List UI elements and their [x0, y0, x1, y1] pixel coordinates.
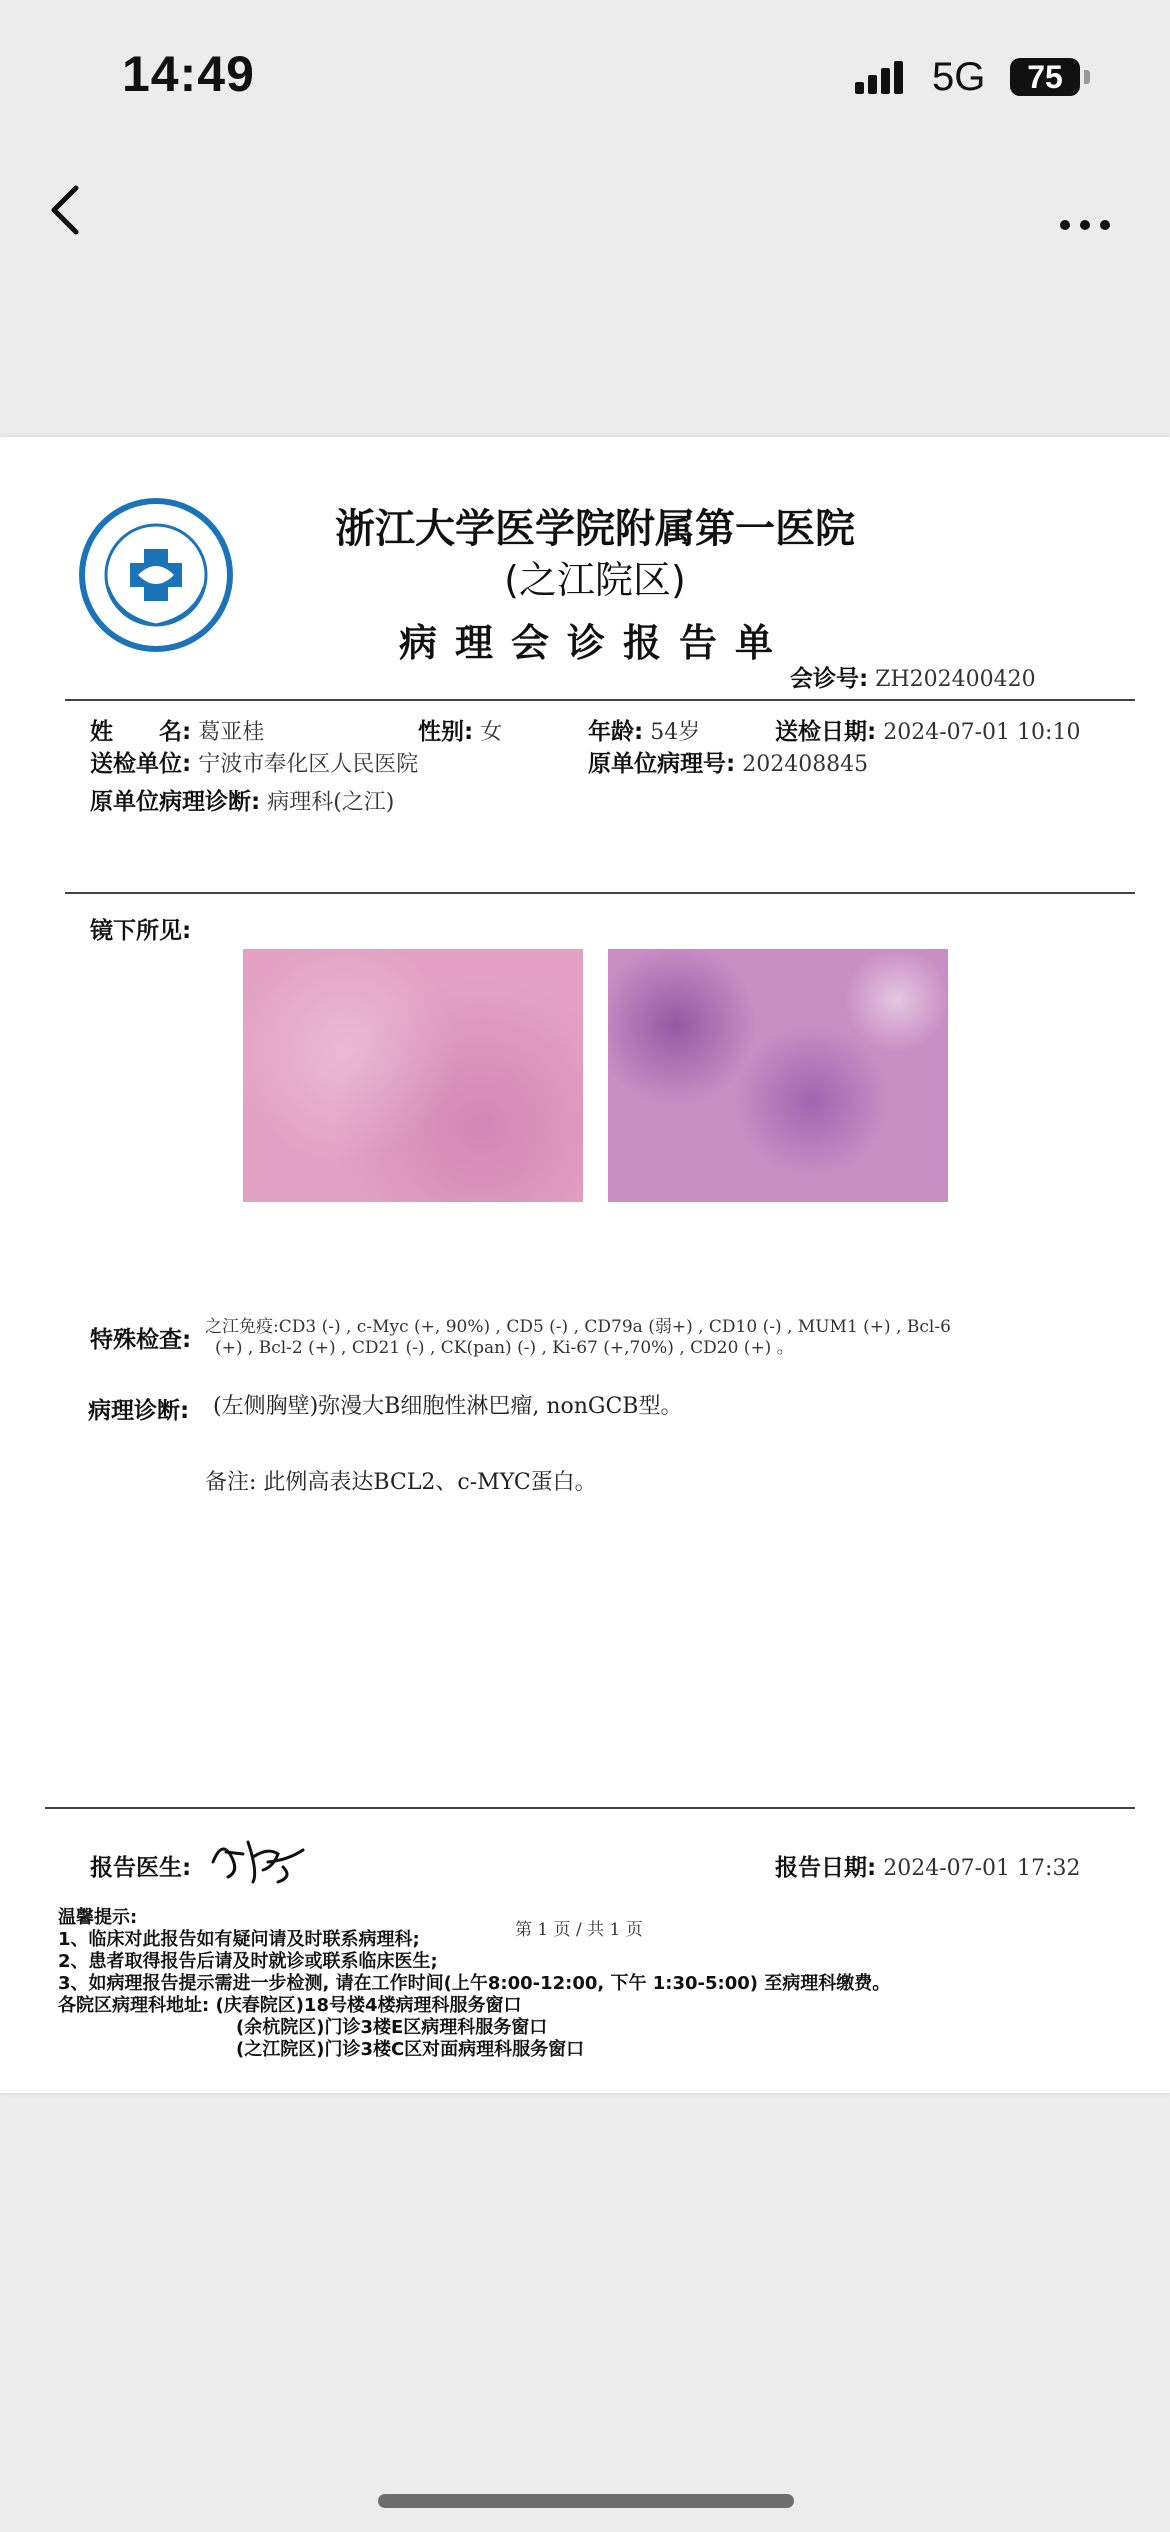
consult-number-value: ZH202400420	[875, 667, 1036, 692]
footer-divider	[45, 1807, 1135, 1809]
report-title: 病理会诊报告单	[398, 621, 791, 665]
battery-cap	[1084, 70, 1090, 84]
tips-line: 温馨提示:	[58, 1907, 138, 1928]
orig-pathology-number-value: 202408845	[742, 752, 869, 777]
back-button[interactable]	[40, 180, 100, 240]
patient-name-value: 葛亚桂	[198, 720, 265, 745]
status-bar	[0, 0, 1170, 150]
ihc-line-1: 之江免疫:CD3 (-) , c-Myc (+, 90%) , CD5 (-) , CD79a (弱+) , CD10 (-) , MUM1 (+) , Bcl-6	[205, 1317, 951, 1337]
consult-number	[790, 660, 1036, 693]
patient-sex	[418, 713, 502, 746]
header-divider	[65, 699, 1135, 701]
cellular-signal-icon	[855, 58, 915, 98]
patient-name-label: 姓 名:	[90, 719, 192, 745]
ihc-results	[205, 1317, 1085, 1359]
send-unit	[90, 745, 418, 778]
patient-name	[90, 713, 264, 746]
status-time: 14:49	[122, 46, 255, 102]
special-exam-label: 特殊检查:	[90, 1327, 192, 1353]
orig-pathology-number-label: 原单位病理号:	[588, 751, 736, 777]
tips-line: 1、临床对此报告如有疑问请及时联系病理科;	[58, 1929, 420, 1950]
chevron-left-icon	[40, 180, 100, 240]
patient-sex-value: 女	[480, 720, 503, 745]
more-horizontal-icon	[1050, 180, 1130, 240]
doctor-signature	[208, 1832, 308, 1887]
patient-age	[588, 713, 700, 746]
tips-line: (余杭院区)门诊3楼E区病理科服务窗口	[236, 2017, 548, 2038]
microscopy-image-high-power	[608, 949, 948, 1202]
report-date-value: 2024-07-01 17:32	[883, 1856, 1081, 1881]
info-divider	[65, 892, 1135, 894]
ihc-line-2: (+) , Bcl-2 (+) , CD21 (-) , CK(pan) (-) , Ki-67 (+,70%) , CD20 (+) 。	[215, 1338, 794, 1358]
tips-section	[58, 1907, 890, 2061]
send-unit-label: 送检单位:	[90, 751, 192, 777]
send-date-label: 送检日期:	[775, 719, 877, 745]
hospital-logo	[78, 497, 234, 653]
report-date	[775, 1849, 1080, 1882]
hospital-campus: (之江院区)	[504, 558, 686, 602]
patient-age-value: 54岁	[650, 720, 701, 745]
nav-bar	[0, 160, 1170, 260]
tips-line: 2、患者取得报告后请及时就诊或联系临床医生;	[58, 1951, 438, 1972]
orig-diagnosis	[90, 783, 394, 816]
report-document[interactable]	[0, 437, 1170, 2093]
patient-age-label: 年龄:	[588, 719, 644, 745]
battery-icon: 75	[1010, 58, 1080, 96]
send-date	[775, 713, 1080, 746]
consult-number-label: 会诊号:	[790, 666, 869, 692]
more-button[interactable]	[1050, 180, 1130, 240]
doctor-label: 报告医生:	[90, 1855, 192, 1881]
patient-sex-label: 性别:	[418, 719, 474, 745]
diagnosis-label: 病理诊断:	[88, 1398, 190, 1424]
network-type: 5G	[932, 55, 986, 99]
orig-diagnosis-value: 病理科(之江)	[267, 790, 395, 815]
tips-line: 各院区病理科地址: (庆春院区)18号楼4楼病理科服务窗口	[58, 1995, 522, 2016]
orig-pathology-number	[588, 745, 868, 778]
page-number: 第 1 页 / 共 1 页	[515, 1920, 643, 1940]
home-indicator[interactable]	[378, 2494, 794, 2508]
diagnosis-text: (左侧胸壁)弥漫大B细胞性淋巴瘤, nonGCB型。	[213, 1394, 683, 1419]
send-unit-value: 宁波市奉化区人民医院	[198, 752, 419, 777]
orig-diagnosis-label: 原单位病理诊断:	[90, 789, 261, 815]
hospital-name: 浙江大学医学院附属第一医院	[335, 506, 855, 552]
report-date-label: 报告日期:	[775, 1855, 877, 1881]
microscopy-label: 镜下所见:	[90, 918, 192, 944]
tips-line: 3、如病理报告提示需进一步检测, 请在工作时间(上午8:00-12:00, 下午 1:30-5:00) 至病理科缴费。	[58, 1973, 891, 1994]
remark-text: 备注: 此例高表达BCL2、c-MYC蛋白。	[205, 1470, 597, 1495]
microscopy-image-low-power	[243, 949, 583, 1202]
send-date-value: 2024-07-01 10:10	[883, 720, 1081, 745]
tips-line: (之江院区)门诊3楼C区对面病理科服务窗口	[236, 2039, 585, 2060]
